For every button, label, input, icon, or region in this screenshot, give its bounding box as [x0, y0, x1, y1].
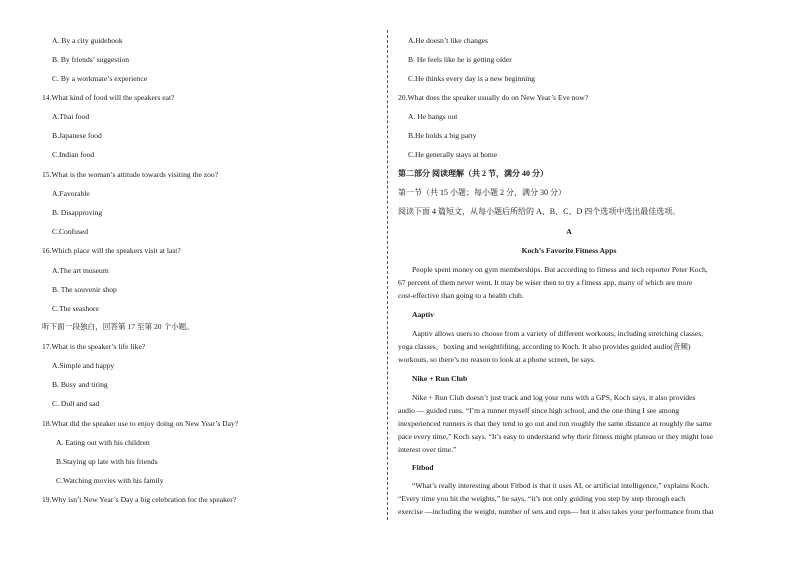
q15-option-b: B. Disapproving: [52, 208, 103, 217]
aaptiv-line-2: yoga classes，boxing and weightlifting, according to Koch. It also provides guided audio(音频): [398, 342, 691, 351]
para1-line-2: 67 percent of them never went. It may be wiser then to try a fitness app, many of which are more: [398, 278, 693, 287]
fitbod-line-1: “What’s really interesting about Fitbod is that it uses AI, or artificial intelligence,” explains Koch.: [412, 481, 710, 490]
q13-option-c: C. By a workmate’s experience: [52, 74, 148, 83]
nike-line-4: pace every time,” Koch says. “It’s easy to understand why their fitness might plateau or they might lose: [398, 432, 713, 441]
q19-option-b: B. He feels like he is getting older: [408, 55, 512, 64]
q18-option-a: A. Eating out with his children: [56, 438, 150, 447]
passage-letter: A: [566, 227, 572, 236]
q14-question: 14.What kind of food will the speakers eat?: [42, 93, 175, 102]
q16-option-a: A.The art museum: [52, 266, 109, 275]
q20-option-b: B.He holds a big party: [408, 131, 477, 140]
q16-option-b: B. The souvenir shop: [52, 285, 117, 294]
nike-line-1: Nike + Run Club doesn’t just track and log your runs with a GPS, Koch says, it also provides: [412, 393, 696, 402]
para1-line-3: cost-effective than going to a health club.: [398, 291, 524, 300]
q19-question: 19.Why isn’t New Year’s Day a big celebration for the speaker?: [42, 495, 237, 504]
passage-title: Koch’s Favorite Fitness Apps: [521, 246, 617, 255]
q17-question: 17.What is the speaker’s life like?: [42, 342, 146, 351]
reading-instruction: 阅读下面 4 篇短文，从每小题后所给的 A、B、C、D 四个选项中选出最佳选项。: [398, 207, 681, 216]
q20-question: 20.What does the speaker usually do on New Year’s Eve now?: [398, 93, 589, 102]
q14-option-a: A.Thai food: [52, 112, 90, 121]
nike-line-2: audio — guided runs. “I’m a runner myself since high school, and the one thing I see among: [398, 406, 680, 415]
q17-option-c: C. Dull and sad: [52, 399, 100, 408]
part2-title: 第二部分 阅读理解（共 2 节，满分 40 分）: [398, 169, 548, 178]
nike-line-3: inexperienced runners is that they tend to go out and run roughly the same distance at roughly the same: [398, 419, 712, 428]
q18-option-b: B.Staying up late with his friends: [56, 457, 158, 466]
q14-option-b: B.Japanese food: [52, 131, 102, 140]
fitbod-line-3: exercise —including the weight, number of sets and reps— but it also takes your performance from that: [398, 507, 714, 516]
fitbod-heading: Fitbod: [412, 463, 434, 472]
aaptiv-heading: Aaptiv: [412, 310, 434, 319]
q16-option-c: C.The seashore: [52, 304, 99, 313]
q13-option-b: B. By friends’ suggestion: [52, 55, 130, 64]
column-divider: [387, 30, 388, 520]
q15-option-a: A.Favorable: [52, 189, 90, 198]
aaptiv-line-3: workouts, so there’s no reason to look at a phone screen, he says.: [398, 355, 596, 364]
q20-option-c: C.He generally stays at home: [408, 150, 498, 159]
q16-question: 16.Which place will the speakers visit at last?: [42, 246, 181, 255]
q19-option-c: C.He thinks every day is a new beginning: [408, 74, 535, 83]
q20-option-a: A. He hangs out: [408, 112, 458, 121]
section1-title: 第一节（共 15 小题；每小题 2 分，满分 30 分）: [398, 188, 566, 197]
para1-line-1: People spent money on gym memberships. But according to fitness and tech reporter Peter Koch,: [412, 265, 708, 274]
nike-line-5: interest over time.”: [398, 445, 457, 454]
q18-question: 18.What did the speaker use to enjoy doing on New Year’s Day?: [42, 419, 239, 428]
q17-option-a: A.Simple and happy: [52, 361, 115, 370]
nike-heading: Nike + Run Club: [412, 374, 468, 383]
q14-option-c: C.Indian food: [52, 150, 95, 159]
q18-option-c: C.Watching movies with his family: [56, 476, 164, 485]
fitbod-line-2: “Every time you hit the weights,” he says, “it’s not only guiding you step by step through each: [398, 494, 686, 503]
q15-option-c: C.Confused: [52, 227, 89, 236]
q15-question: 15.What is the woman’s attitude towards visiting the zoo?: [42, 170, 219, 179]
q19-option-a: A.He doesn’t like changes: [408, 36, 488, 45]
aaptiv-line-1: Aaptiv allows users to choose from a variety of different workouts, including stretching classes,: [412, 329, 704, 338]
q13-option-a: A. By a city guidebook: [52, 36, 123, 45]
q17-option-b: B. Busy and tiring: [52, 380, 108, 389]
listening-instruction: 听下面一段独白，回答第 17 至第 20 个小题。: [42, 322, 194, 331]
